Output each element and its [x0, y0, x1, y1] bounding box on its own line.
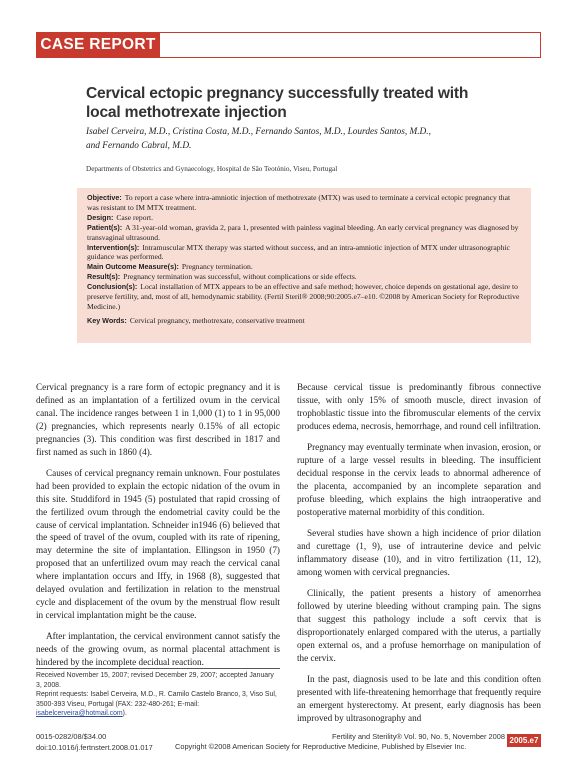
reprint-text: Reprint requests: Isabel Cerveira, M.D., R. Camilo Castelo Branco, 3, Viso Sul, 3500-393 Viseu, Portugal (FAX: 232-480-261; E-mail: — [36, 691, 277, 708]
body-paragraph: Cervical pregnancy is a rare form of ectopic pregnancy and it is defined as an implantation of a fertilized ovum in the cervical canal. The incidence ranges between 1 in 1,000 (1) to 1 in 95,000 (2) pregnancies, which represents nearly 0.15% of all ectopic pregnancies (3). This condition was first described in 1817 and first named as such in 1860 (4). — [36, 382, 280, 457]
body-paragraph: Several studies have shown a high incidence of prior dilation and curettage (1, 9), use of intrauterine device and pelvic inflammatory disease (10), and in vitro fertilization (11, 12), among women with cervical pregnancies. — [297, 528, 541, 577]
reprint-suffix: ). — [122, 710, 127, 718]
article-title — [86, 84, 506, 122]
keywords-label: Key Words: — [87, 315, 127, 325]
body-paragraph: Clinically, the patient presents a history of amenorrhea followed by uterine bleeding without cramping pain. The signs that suggest this pathology include a soft cervix that is disproportionately enlarged compared with the uterus, a partially open external os, and a profuse hemorrhage on manipulation of the cervix. — [297, 588, 541, 663]
abstract-label: Conclusion(s): — [87, 282, 138, 292]
body-paragraph: Pregnancy may eventually terminate when invasion, erosion, or rupture of a large vessel results in bleeding. The insufficient decidual response in the cervix leads to abnormal adherence of the placenta, accompanied by an incomplete separation and profuse bleeding, which explains the high intraoperative and postoperative maternal morbidity of this condition. — [297, 442, 541, 517]
abstract-label: Design: — [87, 212, 114, 222]
abstract-patients — [87, 223, 521, 243]
abstract-text: Local installation of MTX appears to be an effective and safe method; however, choice depends on gestational age, desire to preserve fertility, and, most of all, hemodynamic stability. (Fertil Steril® 2008;90:2005.e7–e10. ©2008 by American Society for Reproductive Medicine.) — [87, 282, 520, 311]
keywords-text: Cervical pregnancy, methotrexate, conservative treatment — [129, 315, 305, 325]
abstract-label: Result(s): — [87, 272, 121, 282]
footnote-divider — [36, 668, 280, 669]
footer-left — [36, 732, 153, 753]
abstract-design — [87, 213, 521, 223]
abstract-text: Pregnancy termination was successful, without complications or side effects. — [123, 272, 357, 282]
section-label: CASE REPORT — [36, 32, 160, 58]
footnote — [36, 671, 280, 719]
affiliation: Departments of Obstetrics and Gynaecology, Hospital de São Teotónio, Viseu, Portugal — [86, 165, 338, 173]
email-link[interactable]: isabelcerveira@hotmail.com — [36, 710, 123, 718]
body-paragraph: After implantation, the cervical environment cannot satisfy the needs of the growing ovum, as normal placental attachment is hindered by the incomplete decidual reaction. — [36, 631, 280, 668]
body-column-left — [36, 381, 280, 678]
abstract-box — [77, 188, 531, 343]
page-number-badge: 2005.e7 — [507, 734, 541, 747]
body-paragraph: In the past, diagnosis used to be late and this condition often presented with life-threatening hemorrhage that frequently require an emergent hysterectomy. At present, early diagnosis has been improved by ultrasonography and — [297, 674, 541, 723]
title-line-2: local methotrexate injection — [86, 104, 287, 121]
abstract-label: Intervention(s): — [87, 242, 140, 252]
abstract-label: Objective: — [87, 193, 122, 202]
body-paragraph: Causes of cervical pregnancy remain unknown. Four postulates had been provided to explain the ectopic nidation of the ovum in this site. Studdiford in 1945 (5) postulated that rapid crossing of the fertilized ovum through the endometrial cavity could be the cause of cervical implantation. Schneider in1946 (6) believed that the speed of travel of the ovum, coupled with its rate of ripening, may determine the site of implantation. Ellingson in 1950 (7) proposed that an unfertilized ovum may reach the cervical canal where implantation occurs and Iffy, in 1968 (8), suggested that delayed ovulation and fertilization in relation to the menstrual cycle and displacement of the ovum by the menstrual flow result in cervical implantation might be the cause. — [36, 467, 280, 620]
abstract-label: Patient(s): — [87, 222, 123, 232]
abstract-outcome — [87, 262, 521, 272]
author-list — [86, 125, 506, 153]
body-paragraph: Because cervical tissue is predominantly fibrous connective tissue, with only 15% of smooth muscle, direct invasion of trophoblastic tissue into the fibromuscular elements of the cervix produces edema, necrosis, hemorrhage, and round cell infiltration. — [297, 382, 541, 431]
abstract-conclusions — [87, 282, 521, 312]
doi[interactable]: doi:10.1016/j.fertnstert.2008.01.017 — [36, 742, 153, 752]
abstract-label: Main Outcome Measure(s): — [87, 262, 179, 272]
abstract-objective — [87, 193, 521, 213]
copyright: Copyright ©2008 American Society for Reproductive Medicine, Published by Elsevier Inc. — [175, 742, 467, 751]
reprint-requests — [36, 690, 280, 719]
abstract-text: Case report. — [116, 212, 154, 222]
received-dates: Received November 15, 2007; revised December 29, 2007; accepted January 3, 2008. — [36, 672, 274, 689]
journal-info: Fertility and Sterility® Vol. 90, No. 5, November 2008 — [331, 732, 505, 741]
abstract-text: To report a case where intra-amniotic injection of methotrexate (MTX) was used to terminate a cervical ectopic pregnancy that was resistant to IM MTX treatment. — [87, 193, 511, 212]
authors-line-2: and Fernando Cabral, M.D. — [86, 141, 192, 151]
price-code: 0015-0282/08/$34.00 — [36, 732, 107, 741]
abstract-text: A 31-year-old woman, gravida 2, para 1, presented with painless vaginal bleeding. An early cervical pregnancy was diagnosed by transvaginal ultrasound. — [87, 222, 519, 242]
abstract-results — [87, 272, 521, 282]
authors-line-1: Isabel Cerveira, M.D., Cristina Costa, M.D., Fernando Santos, M.D., Lourdes Santos, M.D., — [86, 127, 431, 137]
keywords — [87, 316, 521, 326]
title-line-1: Cervical ectopic pregnancy successfully treated with — [86, 85, 469, 102]
abstract-text: Intramuscular MTX therapy was started without success, and an intra-amniotic injection of MTX under ultrasonographic guidance was performed. — [87, 242, 510, 262]
abstract-text: Pregnancy termination. — [181, 262, 253, 272]
abstract-interventions — [87, 243, 521, 263]
body-column-right — [297, 381, 541, 733]
